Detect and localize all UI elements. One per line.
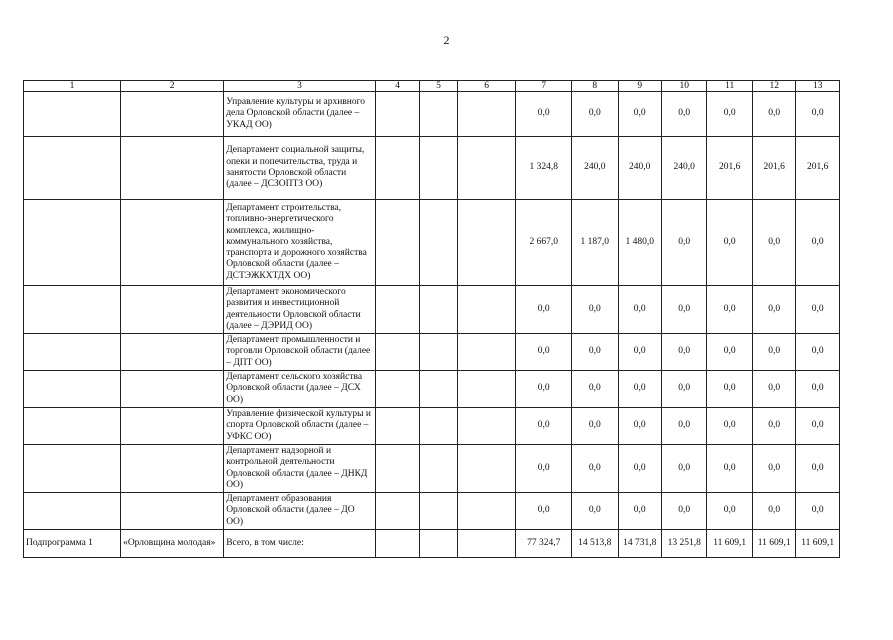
value-cell: 0,0 (752, 334, 795, 371)
empty-cell (457, 200, 516, 286)
program-cell (24, 408, 121, 445)
program-name-cell: «Орловщина молодая» (121, 530, 224, 558)
table-row (24, 334, 840, 371)
value-cell: 0,0 (796, 334, 840, 371)
program-name-cell (121, 286, 224, 334)
empty-cell (457, 493, 516, 530)
empty-cell (375, 371, 419, 408)
value-cell: 0,0 (572, 445, 619, 493)
value-cell: 77 324,7 (516, 530, 572, 558)
empty-cell (420, 200, 457, 286)
executor-cell: Департамент социальной защиты, опеки и попечительства, труда и занятости Орловской области (далее – ДСЗОПТЗ ОО) (224, 137, 376, 200)
value-cell: 0,0 (516, 445, 572, 493)
value-cell: 0,0 (516, 92, 572, 137)
value-cell: 11 609,1 (707, 530, 753, 558)
value-cell: 11 609,1 (752, 530, 795, 558)
empty-cell (420, 445, 457, 493)
executor-cell: Департамент сельского хозяйства Орловской области (далее – ДСХ ОО) (224, 371, 376, 408)
value-cell: 0,0 (707, 200, 753, 286)
value-cell: 0,0 (796, 92, 840, 137)
empty-cell (420, 493, 457, 530)
column-header: 7 (516, 81, 572, 92)
value-cell: 0,0 (752, 445, 795, 493)
value-cell: 0,0 (707, 493, 753, 530)
table-row (24, 286, 840, 334)
executor-cell: Департамент образования Орловской области (далее – ДО ОО) (224, 493, 376, 530)
column-header: 10 (661, 81, 707, 92)
value-cell: 0,0 (572, 286, 619, 334)
program-cell (24, 200, 121, 286)
empty-cell (457, 334, 516, 371)
value-cell: 240,0 (618, 137, 661, 200)
table-row (24, 408, 840, 445)
page-number: 2 (443, 33, 450, 47)
column-header: 8 (572, 81, 619, 92)
executor-cell: Департамент экономического развития и инвестиционной деятельности Орловской области (далее – ДЭРИД ОО) (224, 286, 376, 334)
value-cell: 0,0 (516, 334, 572, 371)
value-cell: 0,0 (752, 408, 795, 445)
table-row (24, 137, 840, 200)
value-cell: 14 513,8 (572, 530, 619, 558)
program-cell (24, 334, 121, 371)
value-cell: 0,0 (572, 334, 619, 371)
value-cell: 0,0 (796, 371, 840, 408)
empty-cell (375, 92, 419, 137)
value-cell: 0,0 (618, 334, 661, 371)
column-header: 9 (618, 81, 661, 92)
empty-cell (420, 408, 457, 445)
value-cell: 0,0 (707, 334, 753, 371)
program-cell (24, 445, 121, 493)
program-name-cell (121, 334, 224, 371)
executor-cell: Управление культуры и архивного дела Орловской области (далее – УКАД ОО) (224, 92, 376, 137)
program-name-cell (121, 92, 224, 137)
value-cell: 0,0 (796, 445, 840, 493)
empty-cell (457, 408, 516, 445)
executor-cell: Департамент надзорной и контрольной деятельности Орловской области (далее – ДНКД ОО) (224, 445, 376, 493)
column-header: 5 (420, 81, 457, 92)
empty-cell (457, 371, 516, 408)
program-cell (24, 286, 121, 334)
program-name-cell (121, 371, 224, 408)
value-cell: 0,0 (661, 371, 707, 408)
table-row (24, 371, 840, 408)
empty-cell (375, 493, 419, 530)
value-cell: 0,0 (707, 408, 753, 445)
value-cell: 0,0 (752, 200, 795, 286)
value-cell: 0,0 (796, 408, 840, 445)
value-cell: 0,0 (618, 493, 661, 530)
value-cell: 0,0 (707, 92, 753, 137)
value-cell: 0,0 (572, 92, 619, 137)
program-name-cell (121, 200, 224, 286)
value-cell: 0,0 (661, 92, 707, 137)
value-cell: 240,0 (661, 137, 707, 200)
value-cell: 0,0 (796, 200, 840, 286)
column-header: 12 (752, 81, 795, 92)
column-header: 11 (707, 81, 753, 92)
value-cell: 0,0 (752, 286, 795, 334)
table-header-row (24, 81, 840, 92)
value-cell: 240,0 (572, 137, 619, 200)
program-name-cell (121, 137, 224, 200)
value-cell: 0,0 (796, 493, 840, 530)
table-row (24, 530, 840, 558)
value-cell: 0,0 (516, 408, 572, 445)
value-cell: 11 609,1 (796, 530, 840, 558)
column-header: 6 (457, 81, 516, 92)
value-cell: 0,0 (752, 371, 795, 408)
empty-cell (420, 137, 457, 200)
table-row (24, 200, 840, 286)
budget-table (23, 80, 840, 558)
program-cell (24, 493, 121, 530)
value-cell: 0,0 (618, 92, 661, 137)
value-cell: 201,6 (707, 137, 753, 200)
program-cell (24, 371, 121, 408)
program-name-cell (121, 408, 224, 445)
value-cell: 13 251,8 (661, 530, 707, 558)
value-cell: 0,0 (707, 371, 753, 408)
empty-cell (375, 408, 419, 445)
empty-cell (457, 530, 516, 558)
empty-cell (457, 137, 516, 200)
value-cell: 1 324,8 (516, 137, 572, 200)
value-cell: 0,0 (661, 493, 707, 530)
empty-cell (457, 92, 516, 137)
value-cell: 1 480,0 (618, 200, 661, 286)
value-cell: 0,0 (618, 445, 661, 493)
value-cell: 201,6 (752, 137, 795, 200)
empty-cell (457, 286, 516, 334)
empty-cell (420, 286, 457, 334)
table-row (24, 493, 840, 530)
column-header: 13 (796, 81, 840, 92)
program-name-cell (121, 493, 224, 530)
value-cell: 14 731,8 (618, 530, 661, 558)
value-cell: 0,0 (661, 286, 707, 334)
column-header: 1 (24, 81, 121, 92)
value-cell: 0,0 (618, 408, 661, 445)
table-row (24, 92, 840, 137)
value-cell: 0,0 (661, 334, 707, 371)
executor-cell: Департамент строительства, топливно-энергетического комплекса, жилищно-коммунального хозяйства, транспорта и дорожного хозяйства Орловской области (далее – ДСТЭЖКХТДХ ОО) (224, 200, 376, 286)
value-cell: 0,0 (572, 408, 619, 445)
column-header: 3 (224, 81, 376, 92)
value-cell: 0,0 (516, 286, 572, 334)
value-cell: 0,0 (796, 286, 840, 334)
value-cell: 0,0 (516, 493, 572, 530)
empty-cell (375, 137, 419, 200)
program-cell: Подпрограмма 1 (24, 530, 121, 558)
empty-cell (375, 200, 419, 286)
value-cell: 0,0 (661, 200, 707, 286)
executor-cell: Департамент промышленности и торговли Орловской области (далее – ДПТ ОО) (224, 334, 376, 371)
column-header: 4 (375, 81, 419, 92)
executor-cell: Всего, в том числе: (224, 530, 376, 558)
value-cell: 0,0 (752, 92, 795, 137)
value-cell: 0,0 (618, 286, 661, 334)
value-cell: 0,0 (661, 445, 707, 493)
table-row (24, 445, 840, 493)
value-cell: 0,0 (516, 371, 572, 408)
empty-cell (420, 371, 457, 408)
program-name-cell (121, 445, 224, 493)
value-cell: 0,0 (752, 493, 795, 530)
program-cell (24, 92, 121, 137)
empty-cell (420, 530, 457, 558)
column-header: 2 (121, 81, 224, 92)
empty-cell (375, 445, 419, 493)
program-cell (24, 137, 121, 200)
value-cell: 0,0 (707, 445, 753, 493)
value-cell: 0,0 (707, 286, 753, 334)
value-cell: 0,0 (572, 371, 619, 408)
empty-cell (457, 445, 516, 493)
value-cell: 0,0 (572, 493, 619, 530)
value-cell: 201,6 (796, 137, 840, 200)
empty-cell (420, 334, 457, 371)
value-cell: 0,0 (618, 371, 661, 408)
value-cell: 2 667,0 (516, 200, 572, 286)
value-cell: 0,0 (661, 408, 707, 445)
empty-cell (375, 334, 419, 371)
empty-cell (375, 286, 419, 334)
empty-cell (420, 92, 457, 137)
value-cell: 1 187,0 (572, 200, 619, 286)
empty-cell (375, 530, 419, 558)
executor-cell: Управление физической культуры и спорта Орловской области (далее – УФКС ОО) (224, 408, 376, 445)
